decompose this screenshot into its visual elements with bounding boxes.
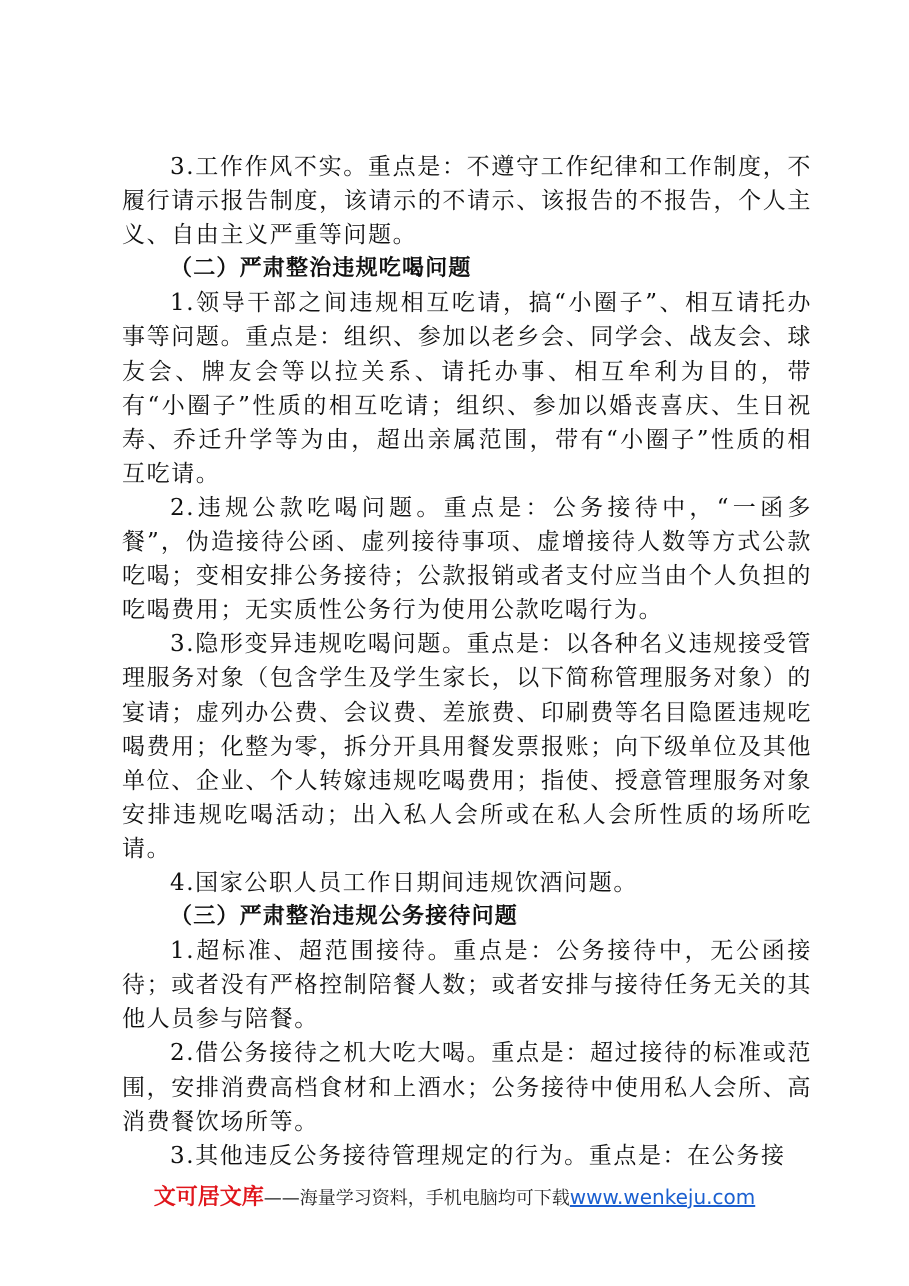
- paragraph-workday-drinking: 4.国家公职人员工作日期间违规饮酒问题。: [170, 869, 638, 896]
- footer-link[interactable]: www.wenkeju.com: [569, 1185, 756, 1209]
- paragraph-mutual-dining: 1.领导干部之间违规相互吃请，搞“小圈子”、相互请托办事等问题。重点是：组织、参加以老乡会、同学会、战友会、球友会、牌友会等以拉关系、请托办事、相互牟利为目的，带有“小圈子”性质的相互吃请；组织、参加以婚丧喜庆、生日祝寿、乔迁升学等为由，超出亲属范围，带有“小圈子”性质的相互吃请。: [122, 290, 812, 487]
- paragraph-hidden-dining: 3.隐形变异违规吃喝问题。重点是：以各种名义违规接受管理服务对象（包含学生及学生家长，以下简称管理服务对象）的宴请；虚列办公费、会议费、差旅费、印刷费等名目隐匿违规吃喝费用；化整为零，拆分开具用餐发票报账；向下级单位及其他单位、企业、个人转嫁违规吃喝费用；指使、授意管理服务对象安排违规吃喝活动；出入私人会所或在私人会所性质的场所吃请。: [122, 631, 812, 862]
- paragraph-other-violations: 3.其他违反公务接待管理规定的行为。重点是：在公务接: [170, 1142, 786, 1169]
- footer-brand: 文可居文库: [153, 1185, 264, 1210]
- paragraph-public-funds-dining: 2.违规公款吃喝问题。重点是：公务接待中，“一函多餐”，伪造接待公函、虚列接待事项、虚增接待人数等方式公款吃喝；变相安排公务接待；公款报销或者支付应当由个人负担的吃喝费用；无实质性公务行为使用公款吃喝行为。: [122, 494, 812, 624]
- section-heading-3: （三）严肃整治违规公务接待问题: [170, 904, 519, 930]
- paragraph-over-standard-reception: 1.超标准、超范围接待。重点是：公务接待中，无公函接待；或者没有严格控制陪餐人数；或者安排与接待任务无关的其他人员参与陪餐。: [122, 938, 812, 1033]
- paragraph-work-style: 3.工作作风不实。重点是：不遵守工作纪律和工作制度，不履行请示报告制度，该请示的不请示、该报告的不报告，个人主义、自由主义严重等问题。: [122, 154, 812, 249]
- section-heading-2: （二）严肃整治违规吃喝问题: [170, 256, 472, 282]
- footer-banner: [0, 1180, 909, 1211]
- footer-slogan: ——海量学习资料，手机电脑均可下载: [263, 1188, 570, 1209]
- paragraph-lavish-reception: 2.借公务接待之机大吃大喝。重点是：超过接待的标准或范围，安排消费高档食材和上酒水；公务接待中使用私人会所、高消费餐饮场所等。: [122, 1040, 812, 1135]
- document-body: [122, 150, 812, 1173]
